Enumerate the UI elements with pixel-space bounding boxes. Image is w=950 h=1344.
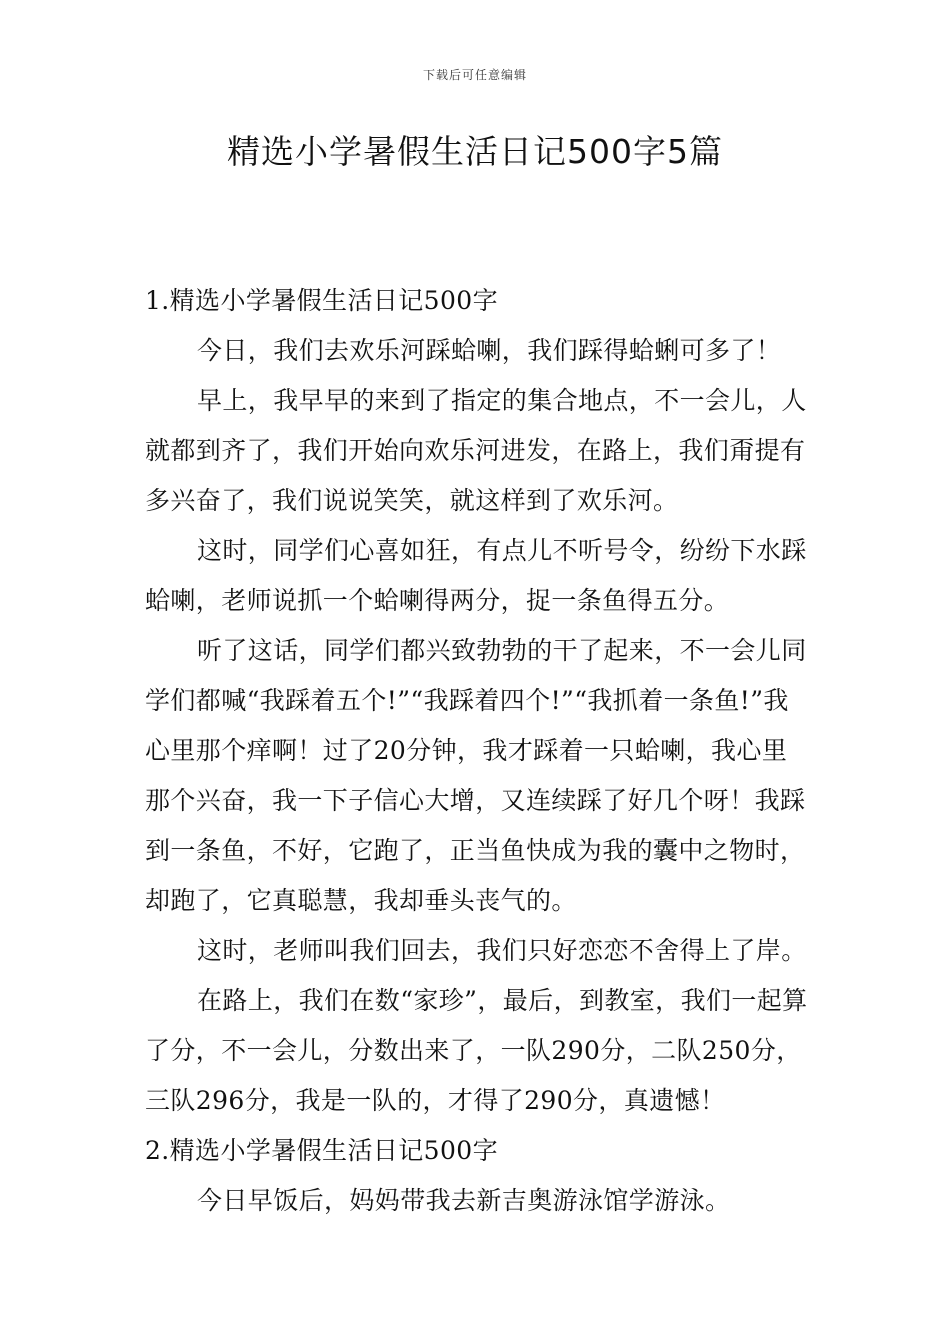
- paragraph: 这时，同学们心喜如狂，有点儿不听号令，纷纷下水踩蛤喇，老师说抓一个蛤喇得两分，捉一条鱼得五分。: [145, 536, 807, 615]
- section-heading: 2.精选小学暑假生活日记500字: [145, 1136, 498, 1165]
- document-title: 精选小学暑假生活日记500字5篇: [227, 132, 723, 171]
- paragraph: 在路上，我们在数“家珍”，最后，到教室，我们一起算了分，不一会儿，分数出来了，一队290分，二队250分，三队296分，我是一队的，才得了290分，真遗憾！: [145, 986, 808, 1115]
- paragraph: 早上，我早早的来到了指定的集合地点，不一会儿，人就都到齐了，我们开始向欢乐河进发，在路上，我们甭提有多兴奋了，我们说说笑笑，就这样到了欢乐河。: [145, 386, 807, 515]
- section-heading: 1.精选小学暑假生活日记500字: [145, 286, 498, 315]
- paragraph: 听了这话，同学们都兴致勃勃的干了起来，不一会儿同学们都喊“我踩着五个!”“我踩着四个!”“我抓着一条鱼!”我心里那个痒啊！过了20分钟，我才踩着一只蛤喇，我心里那个兴奋，我一下子信心大增，又连续踩了好几个呀！我踩到一条鱼，不好，它跑了，正当鱼快成为我的囊中之物时，却跑了，它真聪慧，我却垂头丧气的。: [145, 636, 807, 915]
- paragraph: 今日，我们去欢乐河踩蛤喇，我们踩得蛤蜊可多了！: [197, 336, 782, 365]
- paragraph: 这时，老师叫我们回去，我们只好恋恋不舍得上了岸。: [197, 936, 807, 965]
- header-note: 下载后可任意编辑: [422, 68, 527, 82]
- document-body: [145, 276, 810, 1226]
- paragraph: 今日早饭后，妈妈带我去新吉奥游泳馆学游泳。: [197, 1186, 731, 1215]
